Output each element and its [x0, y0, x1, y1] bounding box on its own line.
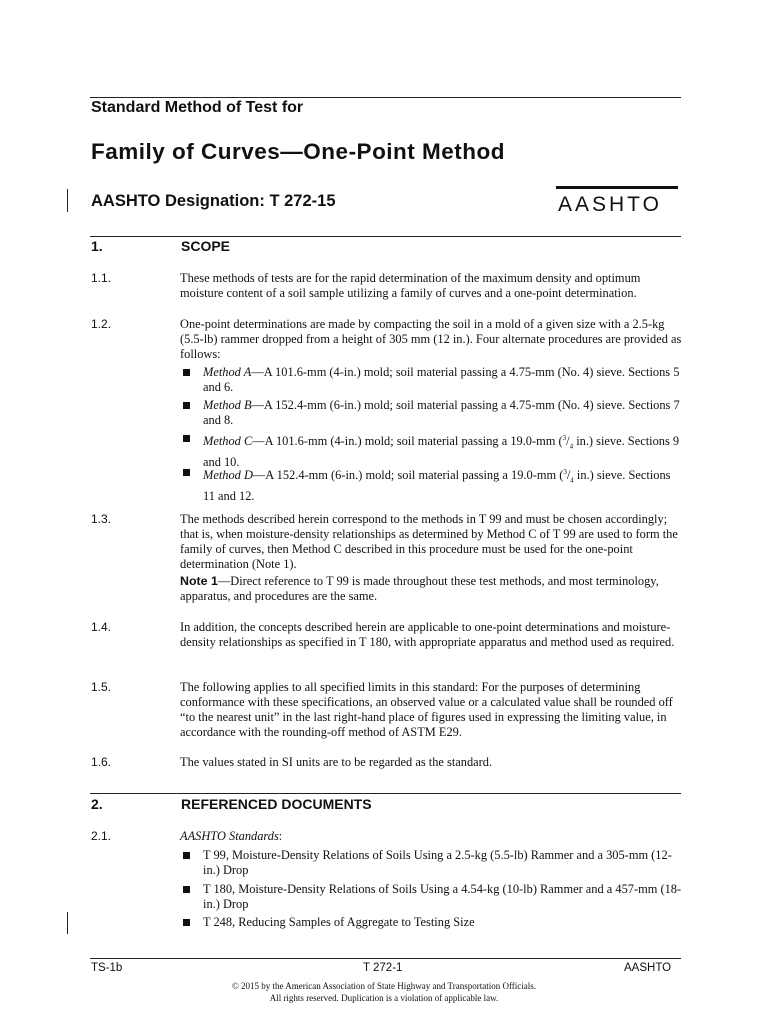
method-name: Method B [203, 398, 252, 412]
list-item [183, 365, 682, 395]
method-text: in.) sieve. Sections 11 and 12. [203, 468, 671, 503]
note [180, 574, 682, 604]
bullet-icon [183, 919, 190, 926]
note-label: Note 1 [180, 574, 218, 588]
method-name: Method D [203, 468, 253, 483]
paragraph-number: 1.4. [91, 620, 112, 634]
svg-text:AASHTO: AASHTO [558, 193, 662, 214]
footer-left: TS-1b [91, 962, 123, 974]
method-text: —A 152.4-mm (6-in.) mold; soil material passing a 19.0-mm ( [252, 468, 564, 483]
section-title: REFERENCED DOCUMENTS [181, 796, 372, 812]
bullet-icon [183, 402, 190, 409]
paragraph-number: 1.1. [91, 271, 112, 285]
method-text: —A 152.4-mm (6-in.) mold; soil material passing a 4.75-mm (No. 4) sieve. Sections 7 and 8. [203, 398, 680, 427]
footer-page-number: T 272-1 [363, 962, 403, 974]
paragraph-number: 1.6. [91, 755, 112, 769]
bullet-icon [183, 886, 190, 893]
method-name: Method A [203, 365, 252, 379]
method-name: Method C [203, 434, 253, 449]
paragraph-text [180, 829, 682, 844]
reference-text: T 180, Moisture-Density Relations of Soils Using a 4.54-kg (10-lb) Rammer and a 457-mm (18-in.) Drop [203, 882, 682, 911]
list-item [183, 882, 682, 912]
method-text: —A 101.6-mm (4-in.) mold; soil material passing a 19.0-mm ( [252, 434, 563, 449]
list-item: Method C—A 101.6-mm (4-in.) mold; soil material passing a 19.0-mm ($^3/_4$ in.) sieve. Sections 9 and 10. [183, 431, 682, 470]
designation: AASHTO Designation: T 272-15 [91, 192, 336, 210]
method-text: in.) sieve. Sections 9 and 10. [203, 434, 680, 469]
reference-text: T 99, Moisture-Density Relations of Soils Using a 2.5-kg (5.5-lb) Rammer and a 305-mm (12-in.) Drop [203, 848, 672, 877]
method-text: —A 101.6-mm (4-in.) mold; soil material passing a 4.75-mm (No. 4) sieve. Sections 5 and 6. [203, 365, 680, 394]
standards-label: AASHTO Standards [180, 829, 279, 843]
fraction-numerator: 3 [562, 434, 567, 442]
paragraph-text: These methods of tests are for the rapid determination of the maximum density and optimum moisture content of a soil sample utilizing a family of curves and a one-point determination. [180, 271, 641, 300]
paragraph-text: The values stated in SI units are to be regarded as the standard. [180, 755, 493, 769]
paragraph-number: 1.3. [91, 512, 112, 526]
section-rule [90, 793, 681, 794]
copyright-line: © 2015 by the American Association of State Highway and Transportation Officials. [231, 981, 537, 991]
fraction-denominator: 4 [570, 476, 574, 485]
bullet-icon [183, 369, 190, 376]
change-bar [67, 912, 68, 934]
aashto-logo [556, 186, 678, 214]
copyright-line: All rights reserved. Duplication is a violation of applicable law. [269, 993, 499, 1003]
section-number: 1. [91, 238, 103, 254]
section-rule [90, 236, 681, 237]
paragraph-text: One-point determinations are made by compacting the soil in a mold of a given size with a 2.5-kg (5.5-lb) rammer dropped from a height of 305 mm (12 in.). Four alternate procedures are provided as follows: [180, 317, 682, 361]
paragraph-text: In addition, the concepts described herein are applicable to one-point determinations and moisture-density relationships as specified in T 180, with appropriate apparatus and method used as required. [180, 620, 675, 649]
fraction-denominator: 4 [569, 442, 574, 451]
paragraph-text: The following applies to all specified limits in this standard: For the purposes of determining conformance with these specifications, an observed value or a calculated value shall be rounded off “to the nearest unit” in the last right-hand place of figures used in expressing the limiting value, in accordance with the rounding-off method of ASTM E29. [180, 680, 673, 739]
list-item [183, 848, 682, 878]
paragraph-number: 2.1. [91, 829, 112, 843]
section-title: SCOPE [181, 238, 231, 254]
document-title: Family of Curves—One-Point Method [91, 139, 506, 164]
fraction-numerator: 3 [563, 468, 567, 476]
bullet-icon [183, 435, 190, 442]
section-number: 2. [91, 796, 103, 812]
document-subtitle: Standard Method of Test for [91, 99, 304, 116]
paragraph-number: 1.2. [91, 317, 112, 331]
list-item [183, 915, 682, 930]
reference-text: T 248, Reducing Samples of Aggregate to Testing Size [203, 915, 475, 929]
bullet-icon [183, 469, 190, 476]
paragraph-number: 1.5. [91, 680, 112, 694]
footer-rule [90, 958, 681, 959]
top-rule [90, 97, 681, 98]
note-text: —Direct reference to T 99 is made throughout these test methods, and most terminology, apparatus, and procedures are the same. [180, 574, 659, 603]
list-item [183, 398, 682, 428]
footer-right: AASHTO [624, 962, 672, 974]
bullet-icon [183, 852, 190, 859]
label-suffix: : [278, 829, 283, 843]
paragraph-text: The methods described herein correspond to the methods in T 99 and must be chosen accordingly; that is, when moisture-density relationships as determined by Method C of T 99 are used to form the family of curves, then Method C described in this procedure must be used for the one-point determination (Note 1). [180, 512, 678, 571]
list-item: Method D—A 152.4-mm (6-in.) mold; soil material passing a 19.0-mm ($^3/_4$ in.) sieve. Sections 11 and 12. [183, 465, 682, 504]
change-bar [67, 189, 68, 212]
